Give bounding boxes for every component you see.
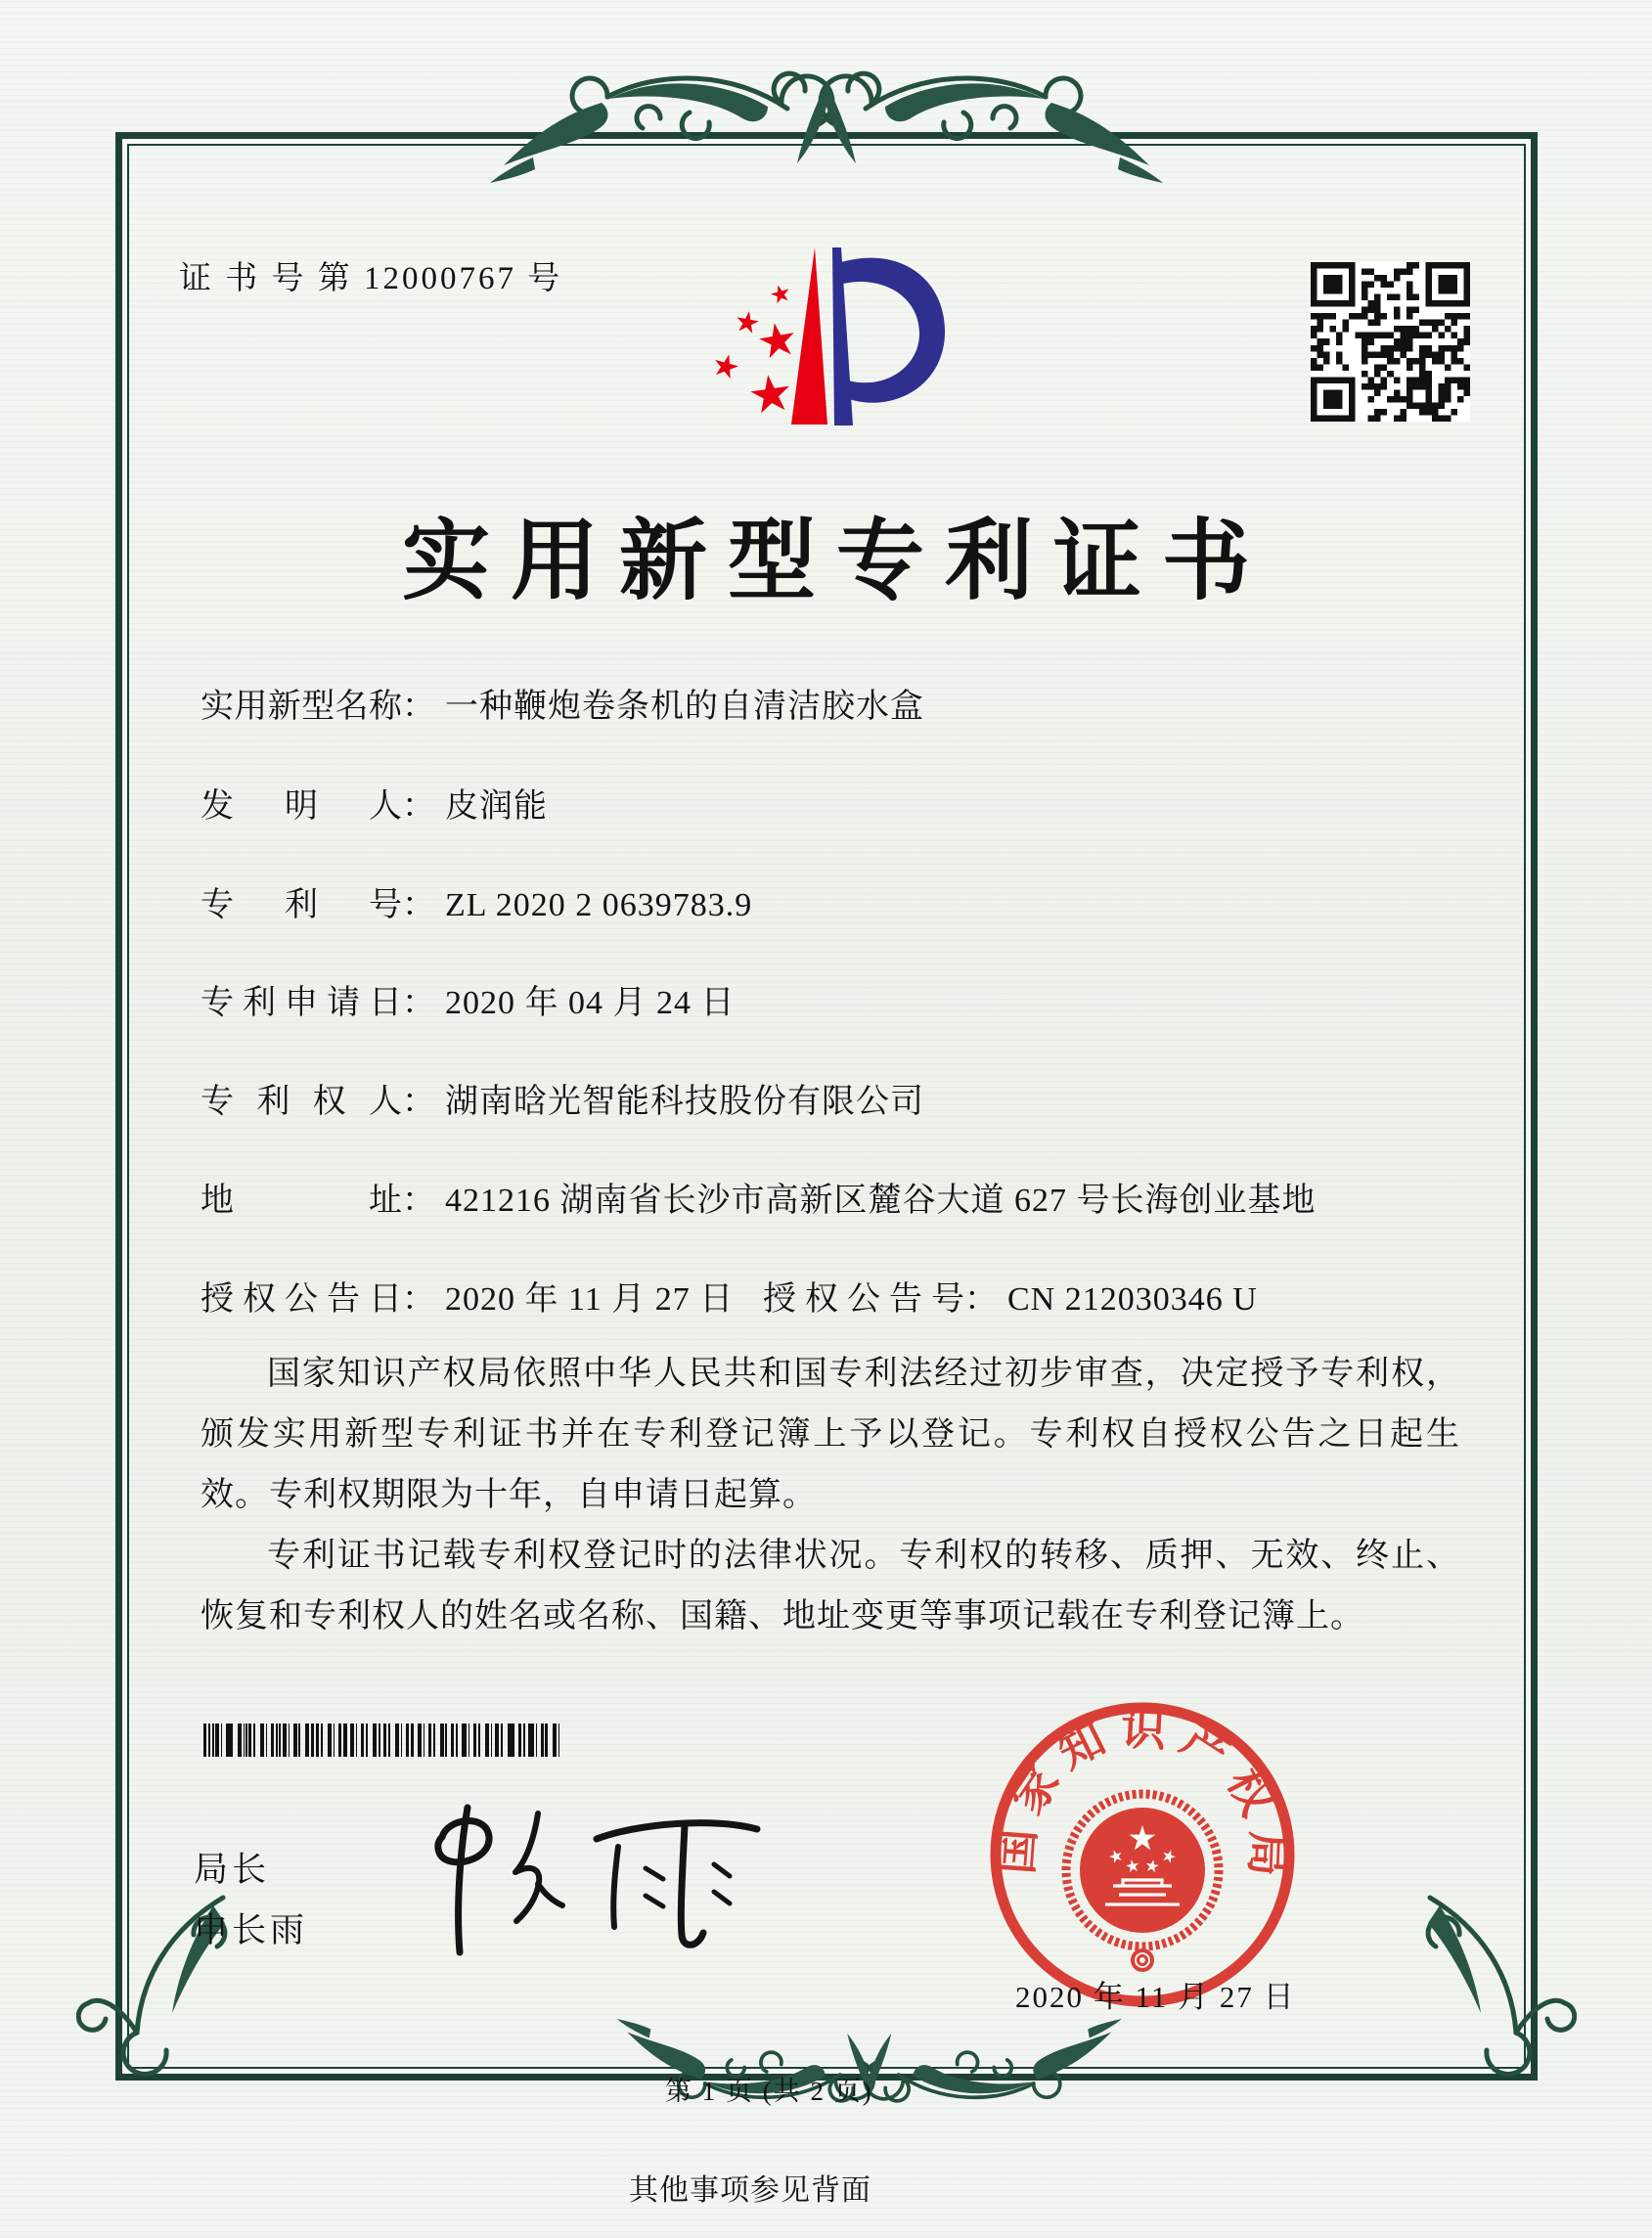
field-label: 专利号 xyxy=(201,887,402,923)
field-value: 皮润能 xyxy=(445,788,548,825)
field-patentee: 专利权人： 湖南晗光智能科技股份有限公司 xyxy=(201,1074,1462,1122)
field-value: 2020 年 04 月 24 日 xyxy=(445,985,736,1021)
field-value: 421216 湖南省长沙市高新区麓谷大道 627 号长海创业基地 xyxy=(445,1183,1317,1219)
back-side-note: 其他事项参见背面 xyxy=(629,2174,871,2207)
field-label: 专利申请日 xyxy=(201,985,402,1021)
field-value: ZL 2020 2 0639783.9 xyxy=(445,887,753,923)
field-address: 地址： 421216 湖南省长沙市高新区麓谷大道 627 号长海创业基地 xyxy=(201,1173,1462,1221)
field-filing-date: 专利申请日： 2020 年 04 月 24 日 xyxy=(201,975,1462,1023)
qr-code-icon xyxy=(1311,262,1470,422)
cnipa-logo-icon xyxy=(685,243,959,438)
border-ornament-top xyxy=(450,54,1203,191)
border-ornament-bottom-right xyxy=(1391,1886,1577,2091)
field-label: 授权公告日 xyxy=(201,1281,402,1318)
national-emblem-icon xyxy=(1066,1794,1219,1970)
field-value: CN 212030346 U xyxy=(1007,1281,1258,1318)
handwritten-signature xyxy=(391,1786,792,1967)
seal-org-text: 国家知识产权局 xyxy=(991,1703,1294,1890)
field-label: 授权公告号 xyxy=(763,1281,964,1318)
seal-date: 2020 年 11 月 27 日 xyxy=(1015,1980,1296,2014)
field-label: 地址 xyxy=(201,1183,402,1219)
field-grant-number: 授权公告号： CN 212030346 U xyxy=(763,1272,1258,1320)
legal-statement xyxy=(201,1344,1460,1647)
certificate-title: 实用新型专利证书 xyxy=(402,514,1271,610)
official-seal-stamp xyxy=(984,1696,1301,2013)
legal-paragraph-2: 专利证书记载专利权登记时的法律状况。专利权的转移、质押、无效、终止、恢复和专利权人的姓名或名称、国籍、地址变更等事项记载在专利登记簿上。 xyxy=(201,1538,1460,1634)
certificate-number: 证 书 号 第 12000767 号 xyxy=(179,261,563,296)
field-label: 实用新型名称 xyxy=(201,689,402,725)
page-number: 第 1 页 (共 2 页) xyxy=(665,2077,873,2106)
field-utility-model-name: 实用新型名称： 一种鞭炮卷条机的自清洁胶水盒 xyxy=(201,679,1462,727)
legal-paragraph-1: 国家知识产权局依照中华人民共和国专利法经过初步审查，决定授予专利权，颁发实用新型专利证书并在专利登记簿上予以登记。专利权自授权公告之日起生效。专利权期限为十年，自申请日起算。 xyxy=(201,1356,1460,1513)
field-value: 一种鞭炮卷条机的自清洁胶水盒 xyxy=(445,689,924,725)
commissioner-name: 申长雨 xyxy=(194,1911,309,1949)
field-value: 湖南晗光智能科技股份有限公司 xyxy=(445,1084,924,1120)
field-value: 2020 年 11 月 27 日 xyxy=(445,1281,735,1318)
field-grant-date: 授权公告日： 2020 年 11 月 27 日 授权公告号： CN 212030346 U xyxy=(201,1272,1462,1320)
field-label: 发明人 xyxy=(201,788,402,825)
field-inventor: 发明人： 皮润能 xyxy=(201,779,1462,827)
commissioner-label: 局长 xyxy=(194,1851,271,1889)
field-patent-number: 专利号： ZL 2020 2 0639783.9 xyxy=(201,877,1462,925)
barcode-image xyxy=(203,1723,561,1757)
field-label: 专利权人 xyxy=(201,1084,402,1120)
